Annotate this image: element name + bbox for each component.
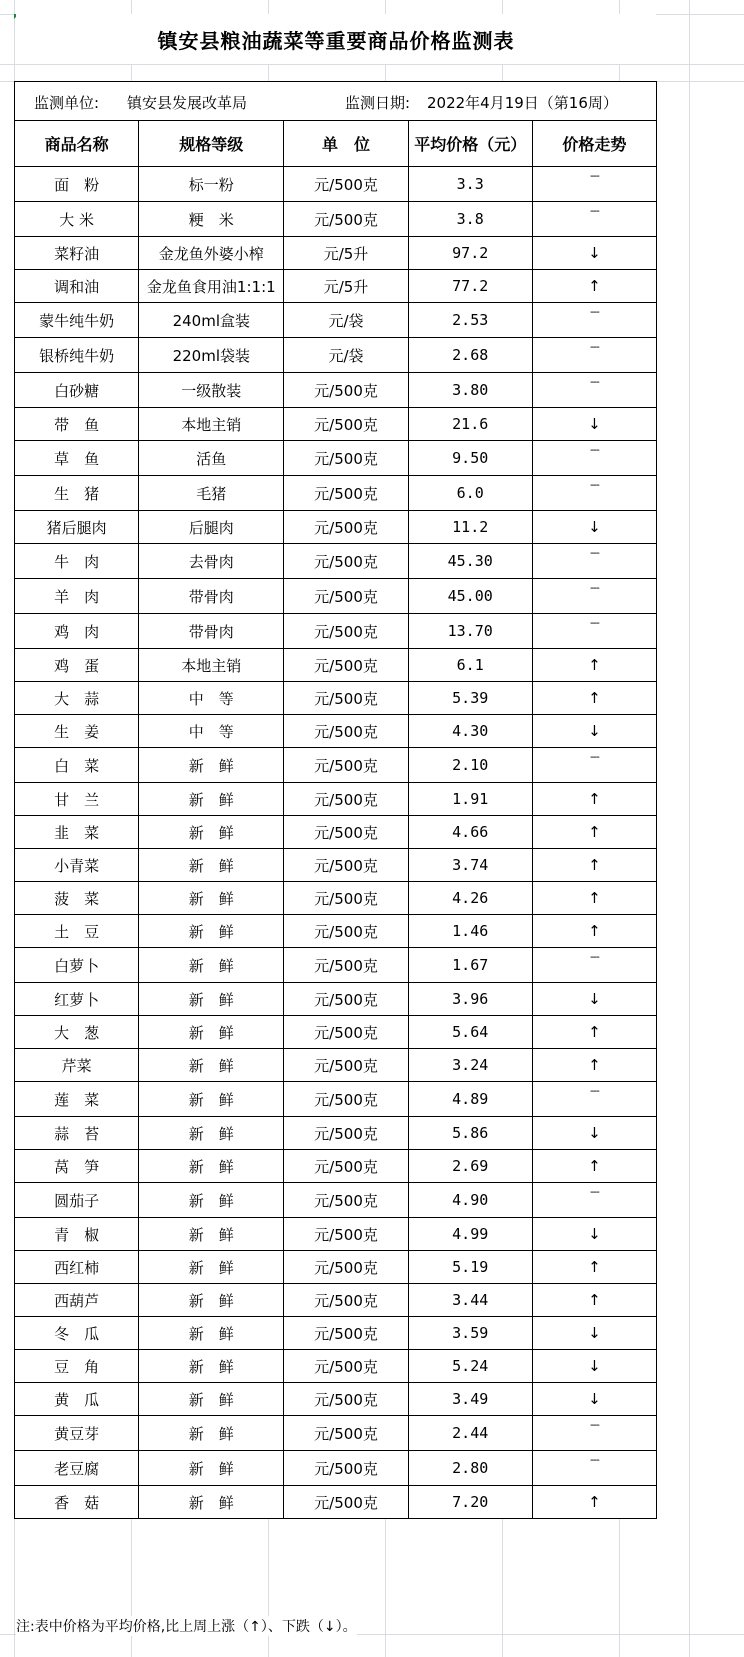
cell-name: 鸡 蛋 <box>15 649 139 682</box>
table-row <box>15 1117 657 1150</box>
cell-unit: 元/500克 <box>284 1183 408 1218</box>
cell-price: 2.53 <box>408 303 532 338</box>
table-row <box>15 544 657 579</box>
cell-trend: ↓ <box>532 983 656 1016</box>
cell-spec: 一级散装 <box>139 373 284 408</box>
cell-unit: 元/500克 <box>284 1049 408 1082</box>
cell-trend: ↓ <box>532 237 656 270</box>
table-row <box>15 915 657 948</box>
cell-price: 2.80 <box>408 1451 532 1486</box>
cell-name: 圆茄子 <box>15 1183 139 1218</box>
table-row <box>15 1317 657 1350</box>
cell-spec: 新 鲜 <box>139 1486 284 1519</box>
cell-name: 牛 肉 <box>15 544 139 579</box>
cell-unit: 元/500克 <box>284 476 408 511</box>
cell-trend: ↓ <box>532 408 656 441</box>
table-row <box>15 1218 657 1251</box>
cell-unit: 元/500克 <box>284 1451 408 1486</box>
cell-unit: 元/500克 <box>284 849 408 882</box>
cell-price: 4.30 <box>408 715 532 748</box>
cell-trend: --- <box>532 1082 656 1117</box>
cell-name: 白砂糖 <box>15 373 139 408</box>
cell-name: 冬 瓜 <box>15 1317 139 1350</box>
table-row <box>15 476 657 511</box>
cell-spec: 新 鲜 <box>139 1150 284 1183</box>
table-row <box>15 1016 657 1049</box>
cell-spec: 新 鲜 <box>139 1383 284 1416</box>
header-trend: 价格走势 <box>532 121 656 167</box>
cell-price: 9.50 <box>408 441 532 476</box>
cell-name: 黄豆芽 <box>15 1416 139 1451</box>
cell-price: 5.39 <box>408 682 532 715</box>
table-row <box>15 1284 657 1317</box>
cell-spec: 金龙鱼食用油1:1:1 <box>139 270 284 303</box>
cell-spec: 新 鲜 <box>139 1416 284 1451</box>
cell-unit: 元/500克 <box>284 1317 408 1350</box>
cell-spec: 中 等 <box>139 715 284 748</box>
cell-unit: 元/500克 <box>284 167 408 202</box>
cell-name: 银桥纯牛奶 <box>15 338 139 373</box>
cell-trend: ↑ <box>532 1251 656 1284</box>
cell-spec: 新 鲜 <box>139 783 284 816</box>
cell-trend: ↑ <box>532 849 656 882</box>
cell-spec: 新 鲜 <box>139 1218 284 1251</box>
cell-name: 韭 菜 <box>15 816 139 849</box>
cell-spec: 新 鲜 <box>139 1049 284 1082</box>
cell-name: 鸡 肉 <box>15 614 139 649</box>
cell-trend: --- <box>532 373 656 408</box>
cell-name: 菠 菜 <box>15 882 139 915</box>
cell-spec: 新 鲜 <box>139 748 284 783</box>
cell-spec: 新 鲜 <box>139 1451 284 1486</box>
cell-unit: 元/500克 <box>284 682 408 715</box>
cell-trend: ↑ <box>532 783 656 816</box>
cell-name: 甘 兰 <box>15 783 139 816</box>
cell-price: 5.86 <box>408 1117 532 1150</box>
cell-unit: 元/500克 <box>284 1082 408 1117</box>
cell-price: 2.68 <box>408 338 532 373</box>
cell-price: 3.59 <box>408 1317 532 1350</box>
cell-spec: 新 鲜 <box>139 849 284 882</box>
cell-trend: ↑ <box>532 882 656 915</box>
cell-spec: 220ml袋装 <box>139 338 284 373</box>
cell-unit: 元/500克 <box>284 441 408 476</box>
cell-price: 4.26 <box>408 882 532 915</box>
info-row <box>15 82 657 121</box>
cell-spec: 带骨肉 <box>139 579 284 614</box>
cell-name: 生 姜 <box>15 715 139 748</box>
cell-unit: 元/500克 <box>284 408 408 441</box>
cell-unit: 元/5升 <box>284 237 408 270</box>
table-row <box>15 1183 657 1218</box>
cell-name: 大 米 <box>15 202 139 237</box>
cell-unit: 元/500克 <box>284 1416 408 1451</box>
cell-trend: ↓ <box>532 1117 656 1150</box>
cell-price: 3.8 <box>408 202 532 237</box>
table-row <box>15 167 657 202</box>
cell-trend: --- <box>532 1416 656 1451</box>
cell-name: 羊 肉 <box>15 579 139 614</box>
cell-unit: 元/500克 <box>284 948 408 983</box>
cell-trend: --- <box>532 1451 656 1486</box>
cell-spec: 240ml盒装 <box>139 303 284 338</box>
cell-spec: 新 鲜 <box>139 1350 284 1383</box>
cell-name: 调和油 <box>15 270 139 303</box>
table-row <box>15 715 657 748</box>
cell-spec: 后腿肉 <box>139 511 284 544</box>
header-row <box>15 121 657 167</box>
header-price: 平均价格（元） <box>408 121 532 167</box>
cell-name: 土 豆 <box>15 915 139 948</box>
header-unit: 单 位 <box>284 121 408 167</box>
cell-name: 生 猪 <box>15 476 139 511</box>
cell-price: 7.20 <box>408 1486 532 1519</box>
table-row <box>15 511 657 544</box>
cell-spec: 本地主销 <box>139 408 284 441</box>
cell-price: 2.44 <box>408 1416 532 1451</box>
cell-spec: 活鱼 <box>139 441 284 476</box>
cell-name: 白萝卜 <box>15 948 139 983</box>
cell-name: 莲 菜 <box>15 1082 139 1117</box>
table-row <box>15 338 657 373</box>
cell-unit: 元/500克 <box>284 983 408 1016</box>
table-row <box>15 237 657 270</box>
cell-name: 带 鱼 <box>15 408 139 441</box>
cell-name: 老豆腐 <box>15 1451 139 1486</box>
cell-trend: --- <box>532 167 656 202</box>
cell-price: 2.10 <box>408 748 532 783</box>
cell-price: 5.64 <box>408 1016 532 1049</box>
cell-name: 青 椒 <box>15 1218 139 1251</box>
date-value: 2022年4月19日（第16周） <box>427 94 618 112</box>
cell-price: 2.69 <box>408 1150 532 1183</box>
cell-price: 4.66 <box>408 816 532 849</box>
cell-price: 4.89 <box>408 1082 532 1117</box>
table-row <box>15 408 657 441</box>
cell-unit: 元/500克 <box>284 511 408 544</box>
cell-name: 莴 笋 <box>15 1150 139 1183</box>
cell-price: 3.24 <box>408 1049 532 1082</box>
cell-trend: ↑ <box>532 1049 656 1082</box>
cell-name: 面 粉 <box>15 167 139 202</box>
cell-unit: 元/500克 <box>284 202 408 237</box>
cell-price: 5.24 <box>408 1350 532 1383</box>
table-row <box>15 614 657 649</box>
cell-trend: ↓ <box>532 1317 656 1350</box>
cell-price: 4.90 <box>408 1183 532 1218</box>
cell-trend: --- <box>532 441 656 476</box>
cell-unit: 元/500克 <box>284 1486 408 1519</box>
cell-spec: 标一粉 <box>139 167 284 202</box>
cell-name: 白 菜 <box>15 748 139 783</box>
cell-name: 芹菜 <box>15 1049 139 1082</box>
cell-trend: ↑ <box>532 1150 656 1183</box>
cell-spec: 新 鲜 <box>139 1016 284 1049</box>
cell-spec: 金龙鱼外婆小榨 <box>139 237 284 270</box>
table-row <box>15 270 657 303</box>
cell-spec: 带骨肉 <box>139 614 284 649</box>
cell-spec: 新 鲜 <box>139 983 284 1016</box>
footnote: 注:表中价格为平均价格,比上周上涨（↑）、下跌（↓）。 <box>16 1616 357 1636</box>
cell-price: 1.91 <box>408 783 532 816</box>
cell-name: 草 鱼 <box>15 441 139 476</box>
cell-trend: ↓ <box>532 1383 656 1416</box>
cell-spec: 中 等 <box>139 682 284 715</box>
cell-price: 45.30 <box>408 544 532 579</box>
table-row <box>15 816 657 849</box>
cell-unit: 元/500克 <box>284 748 408 783</box>
cell-unit: 元/5升 <box>284 270 408 303</box>
cell-trend: ↓ <box>532 1218 656 1251</box>
cell-price: 11.2 <box>408 511 532 544</box>
cell-unit: 元/袋 <box>284 338 408 373</box>
cell-spec: 新 鲜 <box>139 948 284 983</box>
table-row <box>15 783 657 816</box>
cell-trend: --- <box>532 614 656 649</box>
cell-price: 3.74 <box>408 849 532 882</box>
cell-price: 4.99 <box>408 1218 532 1251</box>
cell-unit: 元/500克 <box>284 579 408 614</box>
table-row <box>15 682 657 715</box>
cell-unit: 元/500克 <box>284 1218 408 1251</box>
cell-price: 21.6 <box>408 408 532 441</box>
cell-name: 香 菇 <box>15 1486 139 1519</box>
cell-name: 豆 角 <box>15 1350 139 1383</box>
cell-unit: 元/500克 <box>284 783 408 816</box>
header-spec: 规格等级 <box>139 121 284 167</box>
cell-trend: ↑ <box>532 270 656 303</box>
cell-spec: 毛猪 <box>139 476 284 511</box>
table-row <box>15 579 657 614</box>
cell-trend: --- <box>532 544 656 579</box>
cell-spec: 新 鲜 <box>139 1117 284 1150</box>
cell-trend: ↑ <box>532 915 656 948</box>
cell-unit: 元/500克 <box>284 1150 408 1183</box>
cell-spec: 新 鲜 <box>139 915 284 948</box>
cell-spec: 去骨肉 <box>139 544 284 579</box>
cell-unit: 元/500克 <box>284 816 408 849</box>
table-row <box>15 849 657 882</box>
cell-name: 西红柿 <box>15 1251 139 1284</box>
cell-trend: --- <box>532 202 656 237</box>
table-row <box>15 441 657 476</box>
cell-unit: 元/500克 <box>284 1117 408 1150</box>
table-row <box>15 748 657 783</box>
table-row <box>15 1486 657 1519</box>
cell-name: 西葫芦 <box>15 1284 139 1317</box>
cell-spec: 新 鲜 <box>139 1082 284 1117</box>
table-row <box>15 1383 657 1416</box>
cell-price: 1.67 <box>408 948 532 983</box>
cell-spec: 粳 米 <box>139 202 284 237</box>
cell-trend: ↓ <box>532 715 656 748</box>
cell-trend: --- <box>532 1183 656 1218</box>
cell-trend: --- <box>532 748 656 783</box>
cell-trend: ↑ <box>532 816 656 849</box>
unit-value: 镇安县发展改革局 <box>127 94 248 112</box>
page-title: 镇安县粮油蔬菜等重要商品价格监测表 <box>16 14 656 64</box>
cell-unit: 元/500克 <box>284 882 408 915</box>
table-row <box>15 1150 657 1183</box>
cell-price: 97.2 <box>408 237 532 270</box>
cell-price: 3.80 <box>408 373 532 408</box>
cell-trend: ↑ <box>532 1486 656 1519</box>
cell-spec: 新 鲜 <box>139 1251 284 1284</box>
table-row <box>15 1049 657 1082</box>
cell-name: 蒙牛纯牛奶 <box>15 303 139 338</box>
cell-price: 1.46 <box>408 915 532 948</box>
table-row <box>15 1082 657 1117</box>
cell-name: 红萝卜 <box>15 983 139 1016</box>
cell-price: 3.44 <box>408 1284 532 1317</box>
cell-spec: 新 鲜 <box>139 816 284 849</box>
cell-unit: 元/500克 <box>284 915 408 948</box>
table-row <box>15 1350 657 1383</box>
cell-name: 猪后腿肉 <box>15 511 139 544</box>
table-row <box>15 373 657 408</box>
cell-name: 小青菜 <box>15 849 139 882</box>
cell-name: 蒜 苔 <box>15 1117 139 1150</box>
table-row <box>15 1451 657 1486</box>
cell-name: 菜籽油 <box>15 237 139 270</box>
cell-trend: ↑ <box>532 682 656 715</box>
cell-price: 77.2 <box>408 270 532 303</box>
cell-unit: 元/500克 <box>284 1016 408 1049</box>
cell-trend: --- <box>532 338 656 373</box>
header-name: 商品名称 <box>15 121 139 167</box>
cell-unit: 元/袋 <box>284 303 408 338</box>
cell-unit: 元/500克 <box>284 373 408 408</box>
cell-price: 3.49 <box>408 1383 532 1416</box>
cell-price: 3.3 <box>408 167 532 202</box>
cell-price: 45.00 <box>408 579 532 614</box>
cell-name: 黄 瓜 <box>15 1383 139 1416</box>
cell-trend: ↑ <box>532 649 656 682</box>
cell-spec: 新 鲜 <box>139 1284 284 1317</box>
info-cell <box>15 82 657 121</box>
cell-spec: 新 鲜 <box>139 1317 284 1350</box>
cell-trend: ↓ <box>532 1350 656 1383</box>
cell-price: 3.96 <box>408 983 532 1016</box>
price-table <box>14 81 657 1519</box>
cell-trend: --- <box>532 476 656 511</box>
table-row <box>15 303 657 338</box>
table-row <box>15 983 657 1016</box>
cell-price: 6.1 <box>408 649 532 682</box>
cell-unit: 元/500克 <box>284 544 408 579</box>
cell-unit: 元/500克 <box>284 1284 408 1317</box>
table-row <box>15 1251 657 1284</box>
cell-unit: 元/500克 <box>284 1350 408 1383</box>
cell-trend: ↑ <box>532 1016 656 1049</box>
cell-spec: 本地主销 <box>139 649 284 682</box>
cell-trend: --- <box>532 948 656 983</box>
cell-price: 5.19 <box>408 1251 532 1284</box>
cell-price: 6.0 <box>408 476 532 511</box>
cell-spec: 新 鲜 <box>139 1183 284 1218</box>
cell-unit: 元/500克 <box>284 1383 408 1416</box>
cell-price: 13.70 <box>408 614 532 649</box>
table-row <box>15 1416 657 1451</box>
table-row <box>15 649 657 682</box>
table-row <box>15 948 657 983</box>
table-row <box>15 202 657 237</box>
cell-unit: 元/500克 <box>284 1251 408 1284</box>
cell-unit: 元/500克 <box>284 649 408 682</box>
cell-name: 大 葱 <box>15 1016 139 1049</box>
cell-trend: --- <box>532 579 656 614</box>
unit-label: 监测单位: <box>34 94 100 112</box>
cell-trend: ↑ <box>532 1284 656 1317</box>
table-row <box>15 882 657 915</box>
date-label: 监测日期: <box>345 94 411 112</box>
cell-trend: ↓ <box>532 511 656 544</box>
cell-spec: 新 鲜 <box>139 882 284 915</box>
cell-name: 大 蒜 <box>15 682 139 715</box>
cell-unit: 元/500克 <box>284 614 408 649</box>
cell-unit: 元/500克 <box>284 715 408 748</box>
cell-trend: --- <box>532 303 656 338</box>
